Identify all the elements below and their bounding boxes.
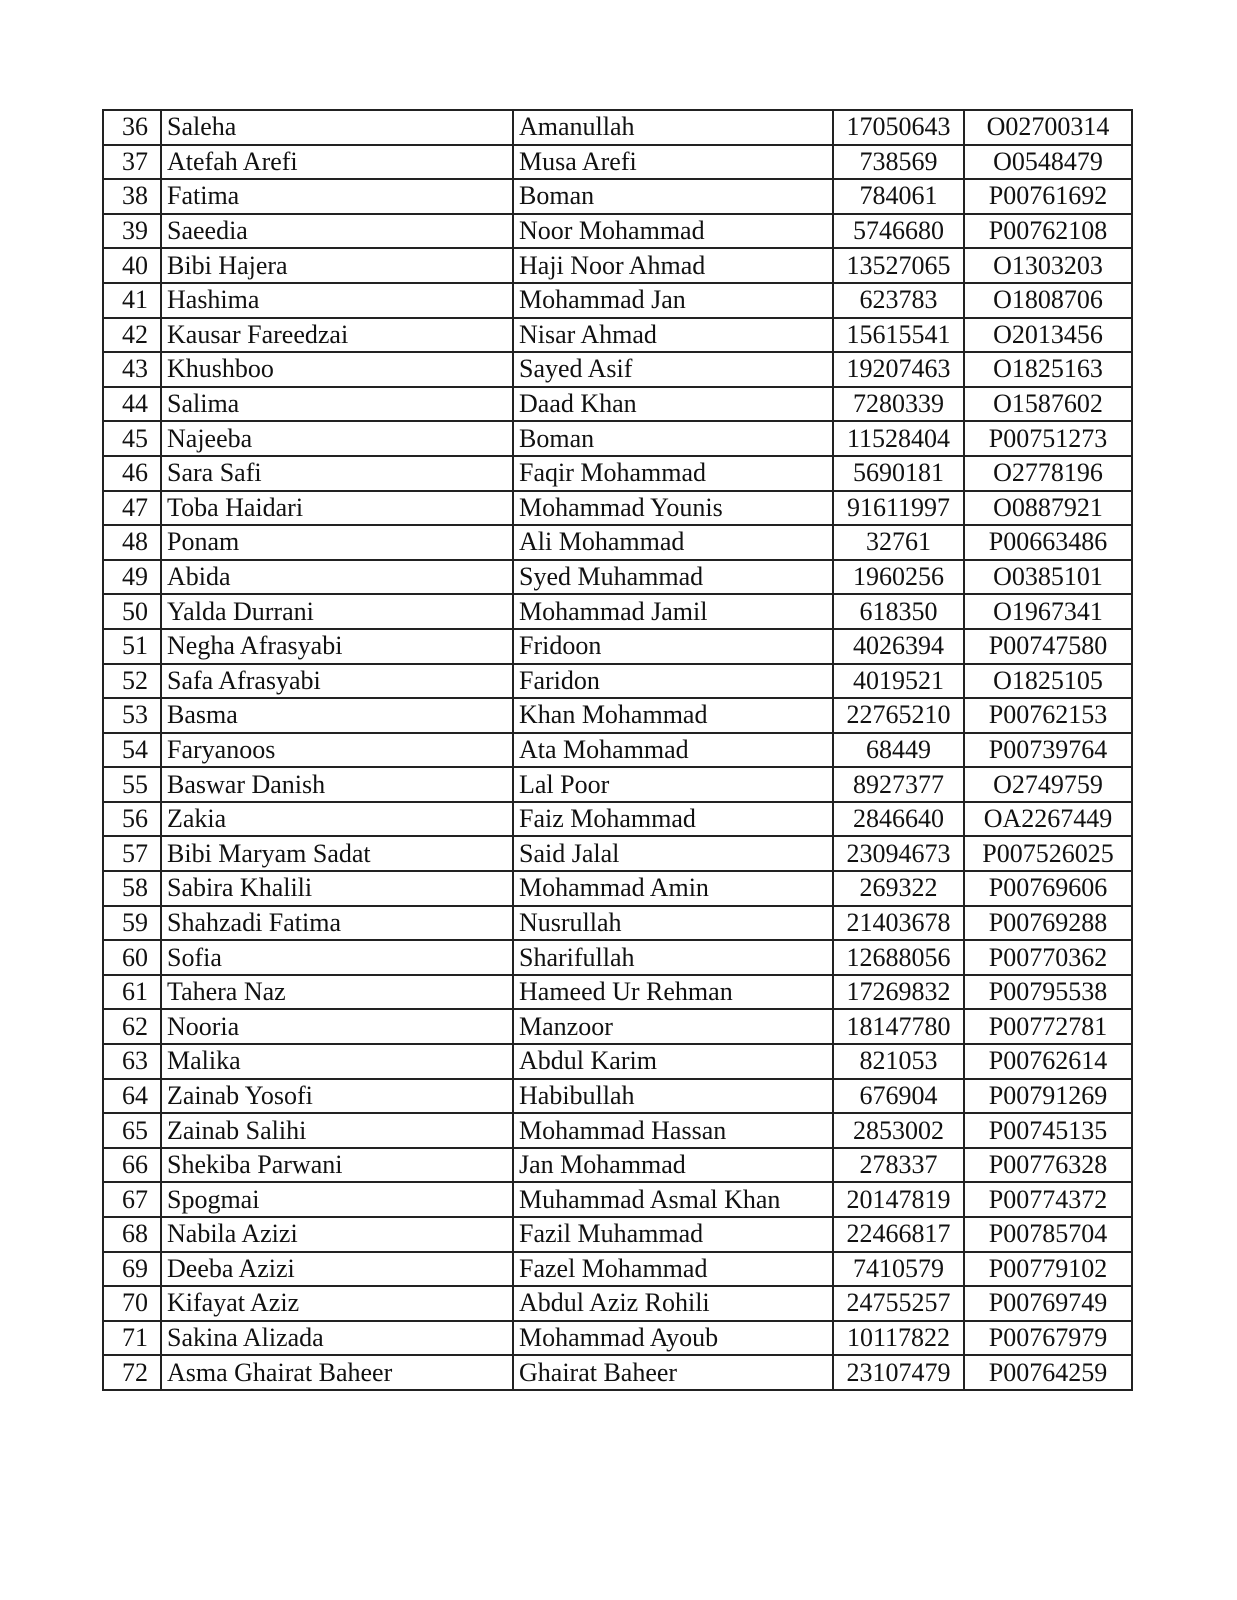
serial-number-cell: 71 [103,1321,161,1356]
id-number-cell: 19207463 [833,352,964,387]
passport-number-cell: P00663486 [964,525,1132,560]
passport-number-cell: O1808706 [964,283,1132,318]
name-cell: Safa Afrasyabi [161,664,513,699]
table-row [103,698,1132,733]
table-row [103,871,1132,906]
serial-number-cell: 41 [103,283,161,318]
father-name-cell: Abdul Aziz Rohili [513,1286,833,1321]
father-name-cell: Khan Mohammad [513,698,833,733]
serial-number-cell: 42 [103,318,161,353]
passport-number-cell: O0548479 [964,145,1132,180]
passport-number-cell: P00776328 [964,1148,1132,1183]
id-number-cell: 8927377 [833,767,964,802]
passport-number-cell: P00785704 [964,1217,1132,1252]
name-cell: Saleha [161,110,513,145]
id-number-cell: 821053 [833,1044,964,1079]
serial-number-cell: 60 [103,940,161,975]
table-row [103,1148,1132,1183]
serial-number-cell: 61 [103,975,161,1010]
passport-number-cell: P00762614 [964,1044,1132,1079]
table-row [103,1355,1132,1390]
father-name-cell: Faqir Mohammad [513,456,833,491]
table-row [103,387,1132,422]
name-cell: Khushboo [161,352,513,387]
id-number-cell: 11528404 [833,421,964,456]
name-cell: Shekiba Parwani [161,1148,513,1183]
name-cell: Saeedia [161,214,513,249]
id-number-cell: 22765210 [833,698,964,733]
id-number-cell: 13527065 [833,248,964,283]
id-number-cell: 623783 [833,283,964,318]
table-row [103,491,1132,526]
name-cell: Sofia [161,940,513,975]
serial-number-cell: 37 [103,145,161,180]
name-cell: Ponam [161,525,513,560]
father-name-cell: Ata Mohammad [513,733,833,768]
father-name-cell: Fridoon [513,629,833,664]
name-cell: Tahera Naz [161,975,513,1010]
passport-number-cell: P00769749 [964,1286,1132,1321]
serial-number-cell: 53 [103,698,161,733]
table-row [103,248,1132,283]
serial-number-cell: 43 [103,352,161,387]
id-number-cell: 15615541 [833,318,964,353]
father-name-cell: Ghairat Baheer [513,1355,833,1390]
father-name-cell: Boman [513,421,833,456]
name-cell: Kifayat Aziz [161,1286,513,1321]
id-number-cell: 269322 [833,871,964,906]
name-cell: Zainab Yosofi [161,1079,513,1114]
name-cell: Fatima [161,179,513,214]
table-row [103,1286,1132,1321]
table-row [103,1113,1132,1148]
id-number-cell: 2853002 [833,1113,964,1148]
father-name-cell: Noor Mohammad [513,214,833,249]
name-cell: Baswar Danish [161,767,513,802]
father-name-cell: Faiz Mohammad [513,802,833,837]
serial-number-cell: 57 [103,836,161,871]
table-row [103,836,1132,871]
father-name-cell: Daad Khan [513,387,833,422]
name-cell: Toba Haidari [161,491,513,526]
passport-number-cell: P00769606 [964,871,1132,906]
table-row [103,456,1132,491]
passport-number-cell: P00795538 [964,975,1132,1010]
roster-table-body [103,110,1132,1390]
id-number-cell: 23094673 [833,836,964,871]
father-name-cell: Hameed Ur Rehman [513,975,833,1010]
passport-number-cell: P00751273 [964,421,1132,456]
serial-number-cell: 51 [103,629,161,664]
passport-number-cell: P00764259 [964,1355,1132,1390]
father-name-cell: Amanullah [513,110,833,145]
father-name-cell: Boman [513,179,833,214]
serial-number-cell: 63 [103,1044,161,1079]
passport-number-cell: O1825163 [964,352,1132,387]
name-cell: Spogmai [161,1182,513,1217]
serial-number-cell: 66 [103,1148,161,1183]
passport-number-cell: O1967341 [964,594,1132,629]
name-cell: Bibi Maryam Sadat [161,836,513,871]
passport-number-cell: P00779102 [964,1252,1132,1287]
name-cell: Nabila Azizi [161,1217,513,1252]
name-cell: Faryanoos [161,733,513,768]
table-row [103,352,1132,387]
id-number-cell: 18147780 [833,1009,964,1044]
serial-number-cell: 62 [103,1009,161,1044]
serial-number-cell: 36 [103,110,161,145]
id-number-cell: 21403678 [833,906,964,941]
serial-number-cell: 59 [103,906,161,941]
father-name-cell: Fazil Muhammad [513,1217,833,1252]
serial-number-cell: 68 [103,1217,161,1252]
name-cell: Nooria [161,1009,513,1044]
name-cell: Zainab Salihi [161,1113,513,1148]
id-number-cell: 91611997 [833,491,964,526]
serial-number-cell: 49 [103,560,161,595]
father-name-cell: Mohammad Jamil [513,594,833,629]
father-name-cell: Abdul Karim [513,1044,833,1079]
id-number-cell: 618350 [833,594,964,629]
passport-number-cell: O2013456 [964,318,1132,353]
id-number-cell: 2846640 [833,802,964,837]
serial-number-cell: 67 [103,1182,161,1217]
father-name-cell: Jan Mohammad [513,1148,833,1183]
father-name-cell: Musa Arefi [513,145,833,180]
passport-number-cell: O02700314 [964,110,1132,145]
id-number-cell: 17050643 [833,110,964,145]
father-name-cell: Habibullah [513,1079,833,1114]
serial-number-cell: 72 [103,1355,161,1390]
id-number-cell: 1960256 [833,560,964,595]
passport-number-cell: P00791269 [964,1079,1132,1114]
passport-number-cell: OA2267449 [964,802,1132,837]
table-row [103,733,1132,768]
id-number-cell: 24755257 [833,1286,964,1321]
id-number-cell: 7410579 [833,1252,964,1287]
document-page [102,109,1133,1391]
father-name-cell: Mohammad Jan [513,283,833,318]
serial-number-cell: 44 [103,387,161,422]
id-number-cell: 22466817 [833,1217,964,1252]
father-name-cell: Faridon [513,664,833,699]
id-number-cell: 10117822 [833,1321,964,1356]
name-cell: Najeeba [161,421,513,456]
table-row [103,179,1132,214]
name-cell: Sabira Khalili [161,871,513,906]
father-name-cell: Sayed Asif [513,352,833,387]
serial-number-cell: 47 [103,491,161,526]
father-name-cell: Lal Poor [513,767,833,802]
table-row [103,664,1132,699]
serial-number-cell: 48 [103,525,161,560]
name-cell: Negha Afrasyabi [161,629,513,664]
passport-number-cell: P00774372 [964,1182,1132,1217]
serial-number-cell: 52 [103,664,161,699]
father-name-cell: Mohammad Hassan [513,1113,833,1148]
father-name-cell: Nusrullah [513,906,833,941]
table-row [103,767,1132,802]
passport-number-cell: P00739764 [964,733,1132,768]
id-number-cell: 32761 [833,525,964,560]
id-number-cell: 4026394 [833,629,964,664]
name-cell: Bibi Hajera [161,248,513,283]
serial-number-cell: 54 [103,733,161,768]
passport-number-cell: P00769288 [964,906,1132,941]
father-name-cell: Said Jalal [513,836,833,871]
id-number-cell: 23107479 [833,1355,964,1390]
father-name-cell: Muhammad Asmal Khan [513,1182,833,1217]
table-row [103,1044,1132,1079]
id-number-cell: 17269832 [833,975,964,1010]
serial-number-cell: 56 [103,802,161,837]
passport-number-cell: P00767979 [964,1321,1132,1356]
id-number-cell: 278337 [833,1148,964,1183]
name-cell: Shahzadi Fatima [161,906,513,941]
id-number-cell: 5690181 [833,456,964,491]
serial-number-cell: 38 [103,179,161,214]
name-cell: Atefah Arefi [161,145,513,180]
name-cell: Zakia [161,802,513,837]
table-row [103,802,1132,837]
father-name-cell: Manzoor [513,1009,833,1044]
table-row [103,594,1132,629]
table-row [103,1252,1132,1287]
table-row [103,1182,1132,1217]
id-number-cell: 68449 [833,733,964,768]
name-cell: Sara Safi [161,456,513,491]
table-row [103,975,1132,1010]
table-row [103,283,1132,318]
father-name-cell: Mohammad Younis [513,491,833,526]
table-row [103,145,1132,180]
passport-number-cell: P00745135 [964,1113,1132,1148]
serial-number-cell: 46 [103,456,161,491]
name-cell: Hashima [161,283,513,318]
passport-number-cell: P00770362 [964,940,1132,975]
name-cell: Basma [161,698,513,733]
passport-number-cell: P007526025 [964,836,1132,871]
table-row [103,318,1132,353]
father-name-cell: Ali Mohammad [513,525,833,560]
table-row [103,110,1132,145]
name-cell: Abida [161,560,513,595]
id-number-cell: 4019521 [833,664,964,699]
father-name-cell: Sharifullah [513,940,833,975]
table-row [103,1079,1132,1114]
passport-number-cell: P00761692 [964,179,1132,214]
name-cell: Kausar Fareedzai [161,318,513,353]
passport-number-cell: O1303203 [964,248,1132,283]
name-cell: Malika [161,1044,513,1079]
serial-number-cell: 39 [103,214,161,249]
father-name-cell: Syed Muhammad [513,560,833,595]
id-number-cell: 784061 [833,179,964,214]
table-row [103,1321,1132,1356]
serial-number-cell: 50 [103,594,161,629]
roster-table [102,109,1133,1391]
father-name-cell: Nisar Ahmad [513,318,833,353]
passport-number-cell: O2749759 [964,767,1132,802]
serial-number-cell: 69 [103,1252,161,1287]
serial-number-cell: 40 [103,248,161,283]
father-name-cell: Mohammad Amin [513,871,833,906]
passport-number-cell: O0887921 [964,491,1132,526]
serial-number-cell: 58 [103,871,161,906]
id-number-cell: 20147819 [833,1182,964,1217]
father-name-cell: Haji Noor Ahmad [513,248,833,283]
serial-number-cell: 70 [103,1286,161,1321]
table-row [103,1217,1132,1252]
passport-number-cell: P00747580 [964,629,1132,664]
table-row [103,560,1132,595]
table-row [103,629,1132,664]
id-number-cell: 12688056 [833,940,964,975]
table-row [103,525,1132,560]
name-cell: Asma Ghairat Baheer [161,1355,513,1390]
passport-number-cell: P00762153 [964,698,1132,733]
serial-number-cell: 45 [103,421,161,456]
passport-number-cell: O2778196 [964,456,1132,491]
table-row [103,906,1132,941]
id-number-cell: 738569 [833,145,964,180]
name-cell: Sakina Alizada [161,1321,513,1356]
table-row [103,421,1132,456]
passport-number-cell: O1825105 [964,664,1132,699]
passport-number-cell: P00762108 [964,214,1132,249]
father-name-cell: Fazel Mohammad [513,1252,833,1287]
serial-number-cell: 65 [103,1113,161,1148]
father-name-cell: Mohammad Ayoub [513,1321,833,1356]
name-cell: Deeba Azizi [161,1252,513,1287]
name-cell: Salima [161,387,513,422]
table-row [103,1009,1132,1044]
passport-number-cell: O1587602 [964,387,1132,422]
passport-number-cell: O0385101 [964,560,1132,595]
id-number-cell: 5746680 [833,214,964,249]
id-number-cell: 676904 [833,1079,964,1114]
table-row [103,940,1132,975]
name-cell: Yalda Durrani [161,594,513,629]
serial-number-cell: 64 [103,1079,161,1114]
passport-number-cell: P00772781 [964,1009,1132,1044]
serial-number-cell: 55 [103,767,161,802]
table-row [103,214,1132,249]
id-number-cell: 7280339 [833,387,964,422]
